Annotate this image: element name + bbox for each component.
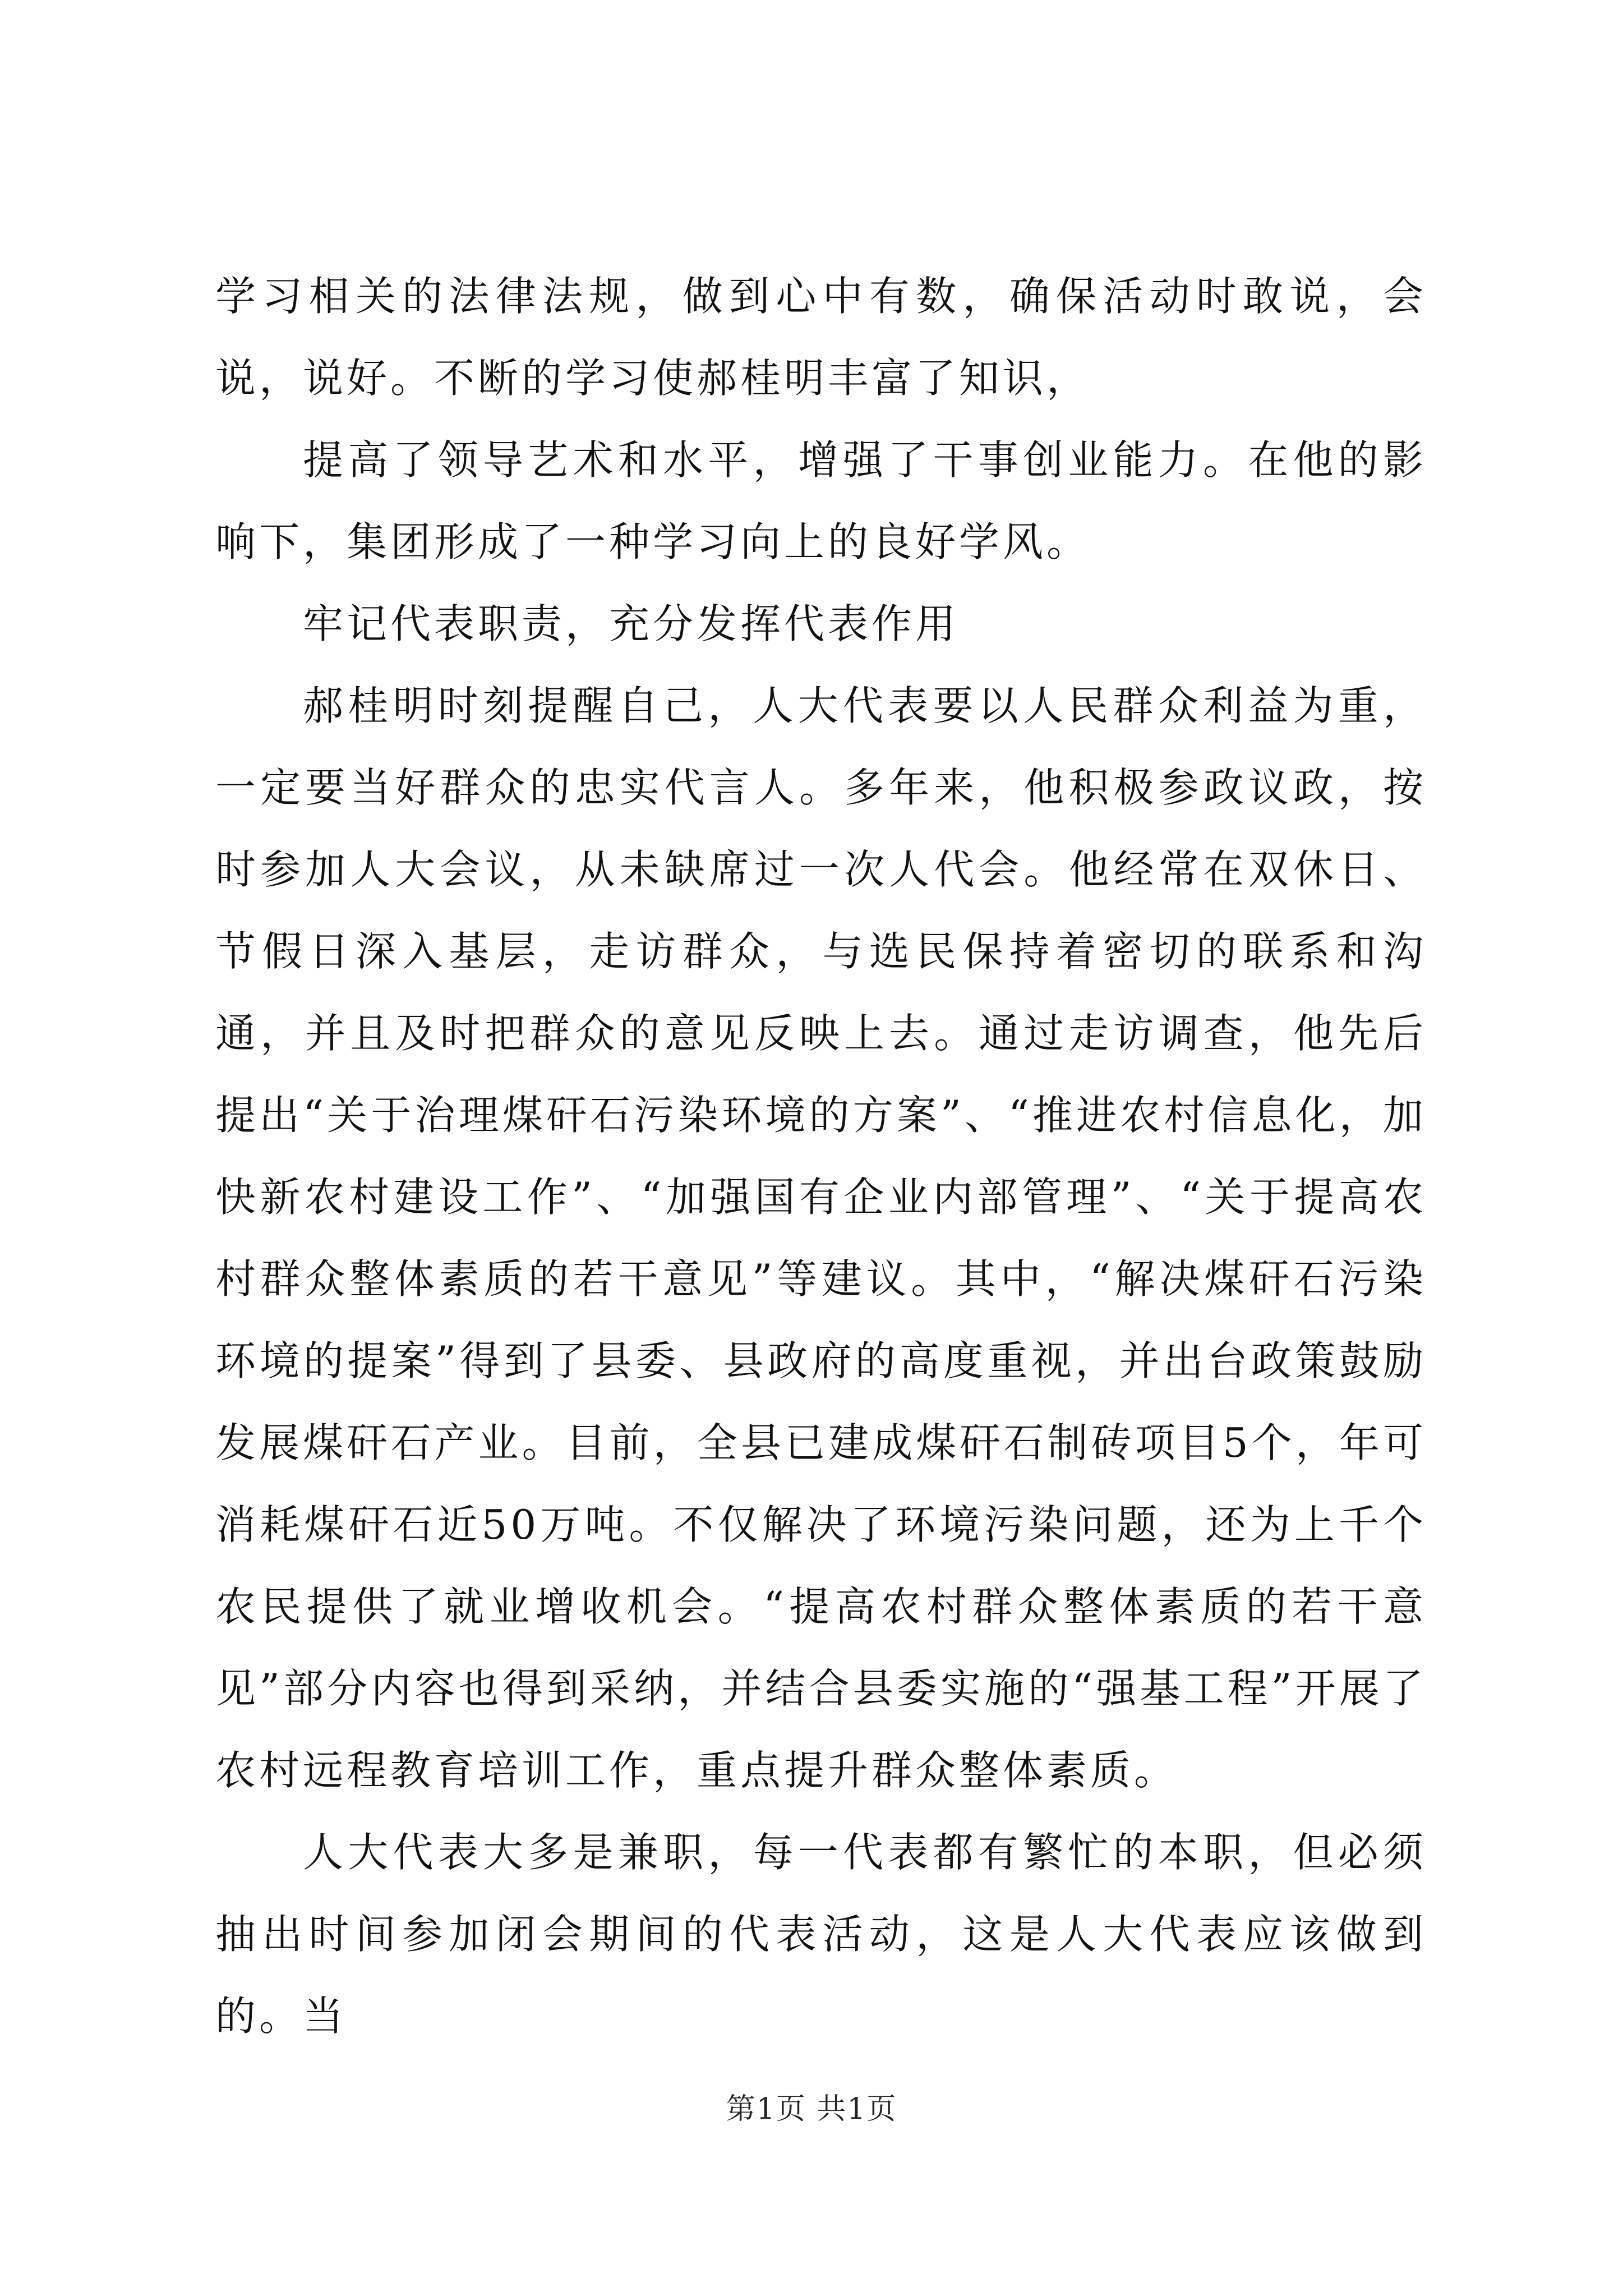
paragraph-1: 学习相关的法律法规，做到心中有数，确保活动时敢说，会说，说好。不断的学习使郝桂明丰富了知识， <box>215 273 1427 402</box>
page-number-footer: 第1页 共1页 <box>726 2092 897 2126</box>
paragraph-2: 提高了领导艺术和水平，增强了干事创业能力。在他的影响下，集团形成了一种学习向上的良好学风。 <box>215 436 1427 565</box>
paragraph-4: 人大代表大多是兼职，每一代表都有繁忙的本职，但必须抽出时间参加闭会期间的代表活动，这是人大代表应该做到的。当 <box>215 1829 1427 2040</box>
document-body <box>215 255 1427 2057</box>
paragraph-3: 郝桂明时刻提醒自己，人大代表要以人民群众利益为重，一定要当好群众的忠实代言人。多年来，他积极参政议政，按时参加人大会议，从未缺席过一次人代会。他经常在双休日、节假日深入基层，走访群众，与选民保持着密切的联系和沟通，并且及时把群众的意见反映上去。通过走访调查，他先后提出“关于治理煤矸石污染环境的方案”、“推进农村信息化，加快新农村建设工作”、“加强国有企业内部管理”、“关于提高农村群众整体素质的若干意见”等建议。其中，“解决煤矸石污染环境的提案”得到了县委、县政府的高度重视，并出台政策鼓励发展煤矸石产业。目前，全县已建成煤矸石制砖项目5个，年可消耗煤矸石近50万吨。不仅解决了环境污染问题，还为上千个农民提供了就业增收机会。“提高农村群众整体素质的若干意见”部分内容也得到采纳，并结合县委实施的“强基工程”开展了农村远程教育培训工作，重点提升群众整体素质。 <box>215 682 1427 1794</box>
section-heading: 牢记代表职责，充分发挥代表作用 <box>303 600 960 647</box>
